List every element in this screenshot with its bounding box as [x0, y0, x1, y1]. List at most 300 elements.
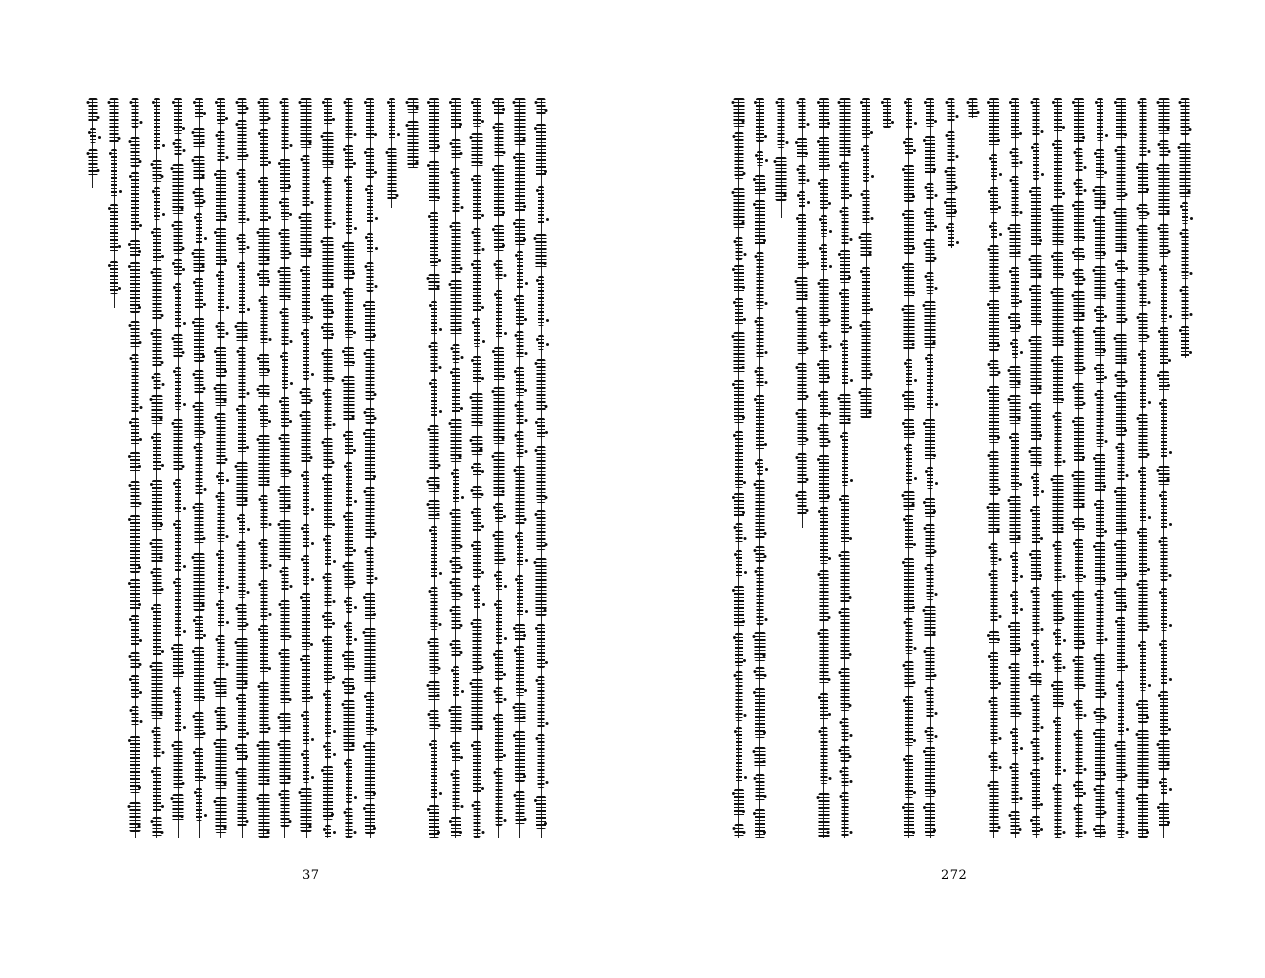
word-glyph: [324, 612, 332, 629]
word-glyph: [196, 213, 202, 244]
word-glyph: [429, 681, 440, 701]
word-glyph: [819, 98, 829, 129]
word-glyph: [906, 444, 912, 484]
word-glyph: [1054, 541, 1061, 582]
word-glyph: [946, 198, 956, 217]
word-glyph: [1182, 229, 1189, 279]
word-glyph: [195, 616, 203, 641]
word-glyph: [451, 606, 460, 631]
word-glyph: [215, 797, 226, 833]
word-glyph: [301, 98, 312, 148]
word-glyph: [1074, 98, 1084, 143]
text-column: [1004, 98, 1025, 838]
word-glyph: [1181, 326, 1189, 358]
word-glyph: [839, 98, 850, 157]
word-glyph: [926, 647, 935, 681]
word-glyph: [238, 768, 247, 827]
word-glyph: [1116, 540, 1126, 580]
word-glyph: [1033, 143, 1039, 180]
right-page: [632, 0, 1265, 978]
word-glyph: [239, 541, 246, 598]
word-glyph: [151, 539, 162, 563]
word-glyph: [429, 98, 439, 152]
word-glyph: [820, 179, 828, 209]
word-glyph: [474, 228, 481, 255]
word-glyph: [1096, 364, 1104, 383]
word-glyph: [1160, 691, 1168, 735]
word-glyph: [130, 802, 141, 832]
word-glyph: [279, 486, 290, 512]
word-glyph: [450, 706, 461, 734]
word-glyph: [237, 462, 248, 506]
word-glyph: [1052, 288, 1063, 347]
word-glyph: [841, 289, 849, 333]
word-glyph: [515, 219, 525, 245]
word-glyph: [451, 817, 461, 838]
word-glyph: [239, 234, 246, 253]
word-glyph: [325, 690, 331, 737]
word-glyph: [303, 711, 309, 745]
text-column: [962, 98, 983, 838]
word-glyph: [154, 187, 160, 220]
word-glyph: [324, 636, 332, 683]
word-glyph: [734, 824, 743, 838]
word-glyph: [344, 347, 354, 368]
word-glyph: [237, 744, 247, 762]
text-column: [1111, 98, 1132, 838]
word-glyph: [131, 321, 140, 348]
word-glyph: [1095, 216, 1105, 259]
word-glyph: [1011, 663, 1020, 719]
word-glyph: [514, 98, 525, 145]
word-glyph: [346, 759, 352, 803]
word-glyph: [473, 508, 481, 532]
word-glyph: [516, 331, 523, 359]
text-column: [488, 98, 509, 838]
word-glyph: [1011, 811, 1020, 835]
word-glyph: [925, 419, 935, 461]
word-glyph: [537, 510, 546, 550]
text-column: [509, 98, 530, 838]
word-glyph: [174, 259, 182, 275]
word-glyph: [494, 165, 504, 218]
word-glyph: [279, 713, 290, 733]
word-glyph: [282, 352, 288, 389]
word-glyph: [927, 354, 933, 410]
word-glyph: [473, 175, 481, 221]
word-glyph: [755, 774, 764, 802]
word-glyph: [948, 223, 954, 248]
word-glyph: [1075, 781, 1083, 799]
word-glyph: [1116, 334, 1127, 365]
word-glyph: [323, 349, 332, 384]
word-glyph: [218, 472, 224, 486]
word-glyph: [990, 697, 997, 744]
word-glyph: [1097, 390, 1104, 447]
word-glyph: [1116, 392, 1126, 436]
word-glyph: [302, 388, 311, 406]
text-column: [983, 98, 1004, 838]
word-glyph: [537, 359, 546, 412]
word-glyph: [281, 397, 289, 427]
word-glyph: [194, 553, 205, 611]
word-glyph: [1159, 140, 1168, 157]
word-glyph: [755, 546, 764, 562]
text-column: [1153, 98, 1174, 838]
word-glyph: [841, 767, 848, 787]
word-glyph: [239, 169, 246, 225]
text-column: [167, 98, 188, 838]
word-glyph: [755, 667, 764, 681]
word-glyph: [151, 662, 162, 719]
word-glyph: [515, 153, 525, 212]
text-column: [253, 98, 274, 838]
word-glyph: [1159, 803, 1169, 828]
word-glyph: [1012, 552, 1018, 582]
word-glyph: [367, 547, 374, 584]
word-glyph: [1010, 496, 1021, 543]
word-glyph: [366, 487, 375, 539]
word-glyph: [153, 727, 160, 758]
word-glyph: [1010, 622, 1020, 655]
word-glyph: [733, 332, 744, 373]
word-glyph: [798, 409, 807, 445]
word-glyph: [346, 597, 352, 613]
word-glyph: [345, 98, 352, 140]
word-glyph: [906, 359, 912, 386]
word-glyph: [494, 123, 503, 158]
word-glyph: [131, 615, 139, 646]
word-glyph: [819, 455, 829, 502]
word-glyph: [797, 277, 808, 301]
word-glyph: [733, 98, 744, 127]
word-glyph: [990, 543, 997, 565]
word-glyph: [798, 307, 807, 354]
text-column: [941, 98, 962, 838]
word-glyph: [1053, 681, 1063, 709]
word-glyph: [1160, 327, 1168, 366]
word-glyph: [215, 739, 226, 789]
word-glyph: [1033, 98, 1040, 137]
word-glyph: [238, 120, 247, 161]
word-glyph: [153, 433, 161, 471]
text-column: [274, 98, 295, 838]
word-glyph: [302, 266, 310, 323]
word-glyph: [218, 550, 224, 593]
word-glyph: [345, 145, 353, 169]
word-glyph: [88, 149, 97, 176]
word-glyph: [1095, 454, 1105, 492]
word-glyph: [734, 586, 744, 627]
word-glyph: [1075, 179, 1082, 196]
word-glyph: [755, 175, 765, 195]
word-glyph: [798, 214, 806, 269]
word-glyph: [1095, 327, 1105, 356]
word-glyph: [451, 557, 460, 573]
word-glyph: [450, 419, 461, 462]
word-glyph: [735, 633, 743, 666]
word-glyph: [110, 261, 118, 294]
word-glyph: [927, 727, 934, 742]
word-glyph: [195, 370, 204, 394]
word-glyph: [324, 474, 332, 530]
word-glyph: [1117, 279, 1126, 325]
word-glyph: [925, 747, 935, 797]
word-glyph: [303, 750, 309, 783]
word-glyph: [1159, 371, 1169, 391]
word-glyph: [175, 687, 181, 733]
word-glyph: [132, 98, 139, 128]
word-glyph: [516, 367, 524, 396]
word-glyph: [217, 492, 224, 542]
word-glyph: [346, 462, 352, 507]
word-glyph: [431, 526, 437, 579]
word-glyph: [239, 347, 246, 399]
word-glyph: [536, 234, 547, 269]
word-glyph: [216, 413, 225, 465]
word-glyph: [260, 495, 267, 530]
word-glyph: [1161, 778, 1167, 795]
word-glyph: [1012, 591, 1018, 615]
word-glyph: [260, 177, 268, 223]
word-glyph: [260, 296, 267, 345]
word-glyph: [280, 600, 289, 642]
word-glyph: [280, 790, 289, 827]
text-column: [1090, 98, 1111, 838]
word-glyph: [839, 394, 850, 425]
word-glyph: [536, 558, 547, 616]
word-glyph: [472, 133, 483, 168]
word-glyph: [537, 418, 545, 438]
word-glyph: [538, 676, 545, 729]
word-glyph: [1055, 629, 1061, 646]
word-glyph: [365, 429, 375, 482]
word-glyph: [989, 300, 999, 351]
word-glyph: [218, 600, 224, 628]
word-glyph: [538, 276, 544, 326]
word-glyph: [799, 165, 806, 186]
word-glyph: [905, 696, 913, 746]
word-glyph: [1031, 673, 1042, 687]
word-glyph: [452, 742, 460, 763]
word-glyph: [495, 503, 503, 522]
word-glyph: [820, 391, 828, 419]
word-glyph: [366, 692, 374, 735]
word-glyph: [238, 98, 247, 114]
word-glyph: [756, 98, 764, 142]
word-glyph: [366, 408, 375, 424]
word-glyph: [387, 148, 396, 201]
text-column: [338, 98, 359, 838]
left-page-number: 37: [302, 868, 320, 883]
word-glyph: [1053, 591, 1062, 624]
word-glyph: [345, 431, 353, 456]
word-glyph: [472, 393, 483, 428]
word-glyph: [1160, 537, 1167, 581]
word-glyph: [237, 322, 248, 342]
word-glyph: [365, 301, 375, 341]
word-glyph: [152, 480, 162, 530]
word-glyph: [926, 98, 934, 127]
word-glyph: [216, 347, 226, 377]
word-glyph: [130, 240, 140, 257]
word-glyph: [1096, 306, 1104, 322]
word-glyph: [755, 480, 764, 539]
word-glyph: [474, 318, 480, 347]
word-glyph: [819, 360, 829, 383]
word-glyph: [1118, 443, 1125, 481]
word-glyph: [196, 443, 203, 495]
word-glyph: [1158, 164, 1169, 217]
word-glyph: [452, 770, 459, 812]
word-glyph: [968, 98, 977, 118]
word-glyph: [903, 491, 914, 510]
word-glyph: [217, 131, 224, 163]
text-column: [834, 98, 855, 838]
word-glyph: [322, 132, 333, 168]
left-page-text-block: [82, 98, 552, 838]
word-glyph: [842, 340, 848, 386]
word-glyph: [1074, 327, 1083, 374]
word-glyph: [1012, 728, 1018, 754]
word-glyph: [260, 405, 268, 427]
word-glyph: [840, 551, 849, 603]
word-glyph: [238, 604, 247, 630]
word-glyph: [367, 185, 373, 224]
left-page: [0, 0, 632, 978]
word-glyph: [756, 317, 763, 358]
text-column: [749, 98, 770, 838]
word-glyph: [1095, 186, 1106, 209]
word-glyph: [903, 305, 914, 350]
word-glyph: [819, 137, 829, 171]
word-glyph: [451, 222, 460, 274]
word-glyph: [152, 268, 161, 321]
word-glyph: [279, 267, 290, 302]
word-glyph: [755, 809, 765, 838]
word-glyph: [429, 805, 439, 838]
word-glyph: [988, 503, 999, 535]
word-glyph: [1012, 148, 1019, 168]
word-glyph: [496, 571, 502, 592]
word-glyph: [820, 693, 828, 720]
word-glyph: [1116, 588, 1126, 612]
word-glyph: [927, 687, 934, 719]
word-glyph: [195, 503, 204, 544]
word-glyph: [451, 640, 460, 658]
word-glyph: [195, 402, 204, 438]
word-glyph: [1138, 700, 1148, 723]
word-glyph: [1116, 98, 1126, 140]
word-glyph: [1031, 403, 1041, 441]
word-glyph: [260, 625, 268, 674]
word-glyph: [217, 635, 224, 670]
word-glyph: [1138, 794, 1148, 838]
word-glyph: [280, 649, 289, 705]
word-glyph: [346, 176, 352, 234]
word-glyph: [734, 380, 744, 423]
word-glyph: [324, 389, 331, 430]
word-glyph: [1138, 204, 1147, 219]
text-column: [146, 98, 167, 838]
word-glyph: [904, 210, 914, 254]
word-glyph: [496, 600, 502, 644]
word-glyph: [1117, 371, 1126, 387]
word-glyph: [495, 687, 502, 705]
word-glyph: [152, 160, 161, 182]
word-glyph: [1012, 339, 1018, 358]
word-glyph: [1139, 280, 1146, 308]
word-glyph: [754, 747, 765, 767]
word-glyph: [735, 298, 743, 325]
word-glyph: [1031, 550, 1041, 581]
word-glyph: [325, 742, 331, 760]
word-glyph: [1073, 291, 1084, 321]
word-glyph: [1161, 265, 1167, 322]
word-glyph: [494, 225, 504, 251]
word-glyph: [1011, 98, 1019, 139]
word-glyph: [451, 98, 461, 130]
word-glyph: [194, 156, 205, 181]
word-glyph: [820, 332, 827, 352]
word-glyph: [841, 792, 848, 838]
word-glyph: [517, 532, 523, 566]
word-glyph: [344, 242, 354, 279]
word-glyph: [1010, 395, 1021, 424]
word-glyph: [430, 710, 439, 731]
word-glyph: [516, 646, 524, 696]
word-glyph: [1010, 313, 1020, 332]
word-glyph: [863, 190, 870, 224]
word-glyph: [324, 573, 331, 607]
word-glyph: [154, 98, 160, 151]
text-column: [360, 98, 381, 838]
word-glyph: [195, 98, 203, 119]
word-glyph: [237, 638, 248, 689]
word-glyph: [130, 262, 140, 313]
word-glyph: [1158, 740, 1169, 770]
word-glyph: [130, 579, 140, 610]
word-glyph: [215, 678, 226, 698]
word-glyph: [798, 453, 807, 485]
text-column: [856, 98, 877, 838]
word-glyph: [1161, 588, 1167, 631]
word-glyph: [453, 666, 459, 697]
word-glyph: [1117, 146, 1126, 200]
word-glyph: [175, 139, 182, 156]
word-glyph: [1138, 414, 1147, 460]
word-glyph: [175, 520, 181, 572]
word-glyph: [238, 694, 246, 739]
word-glyph: [1158, 466, 1169, 485]
word-glyph: [366, 148, 374, 178]
word-glyph: [324, 98, 332, 125]
word-glyph: [1031, 255, 1042, 280]
word-glyph: [819, 424, 828, 447]
word-glyph: [303, 155, 310, 208]
word-glyph: [536, 124, 546, 177]
word-glyph: [1033, 738, 1040, 764]
word-glyph: [736, 550, 742, 578]
word-glyph: [323, 295, 333, 318]
word-glyph: [173, 644, 183, 678]
word-glyph: [1138, 225, 1147, 275]
word-glyph: [1116, 208, 1127, 253]
word-glyph: [905, 515, 913, 550]
word-glyph: [1097, 590, 1104, 645]
word-glyph: [132, 354, 139, 413]
word-glyph: [515, 731, 525, 782]
